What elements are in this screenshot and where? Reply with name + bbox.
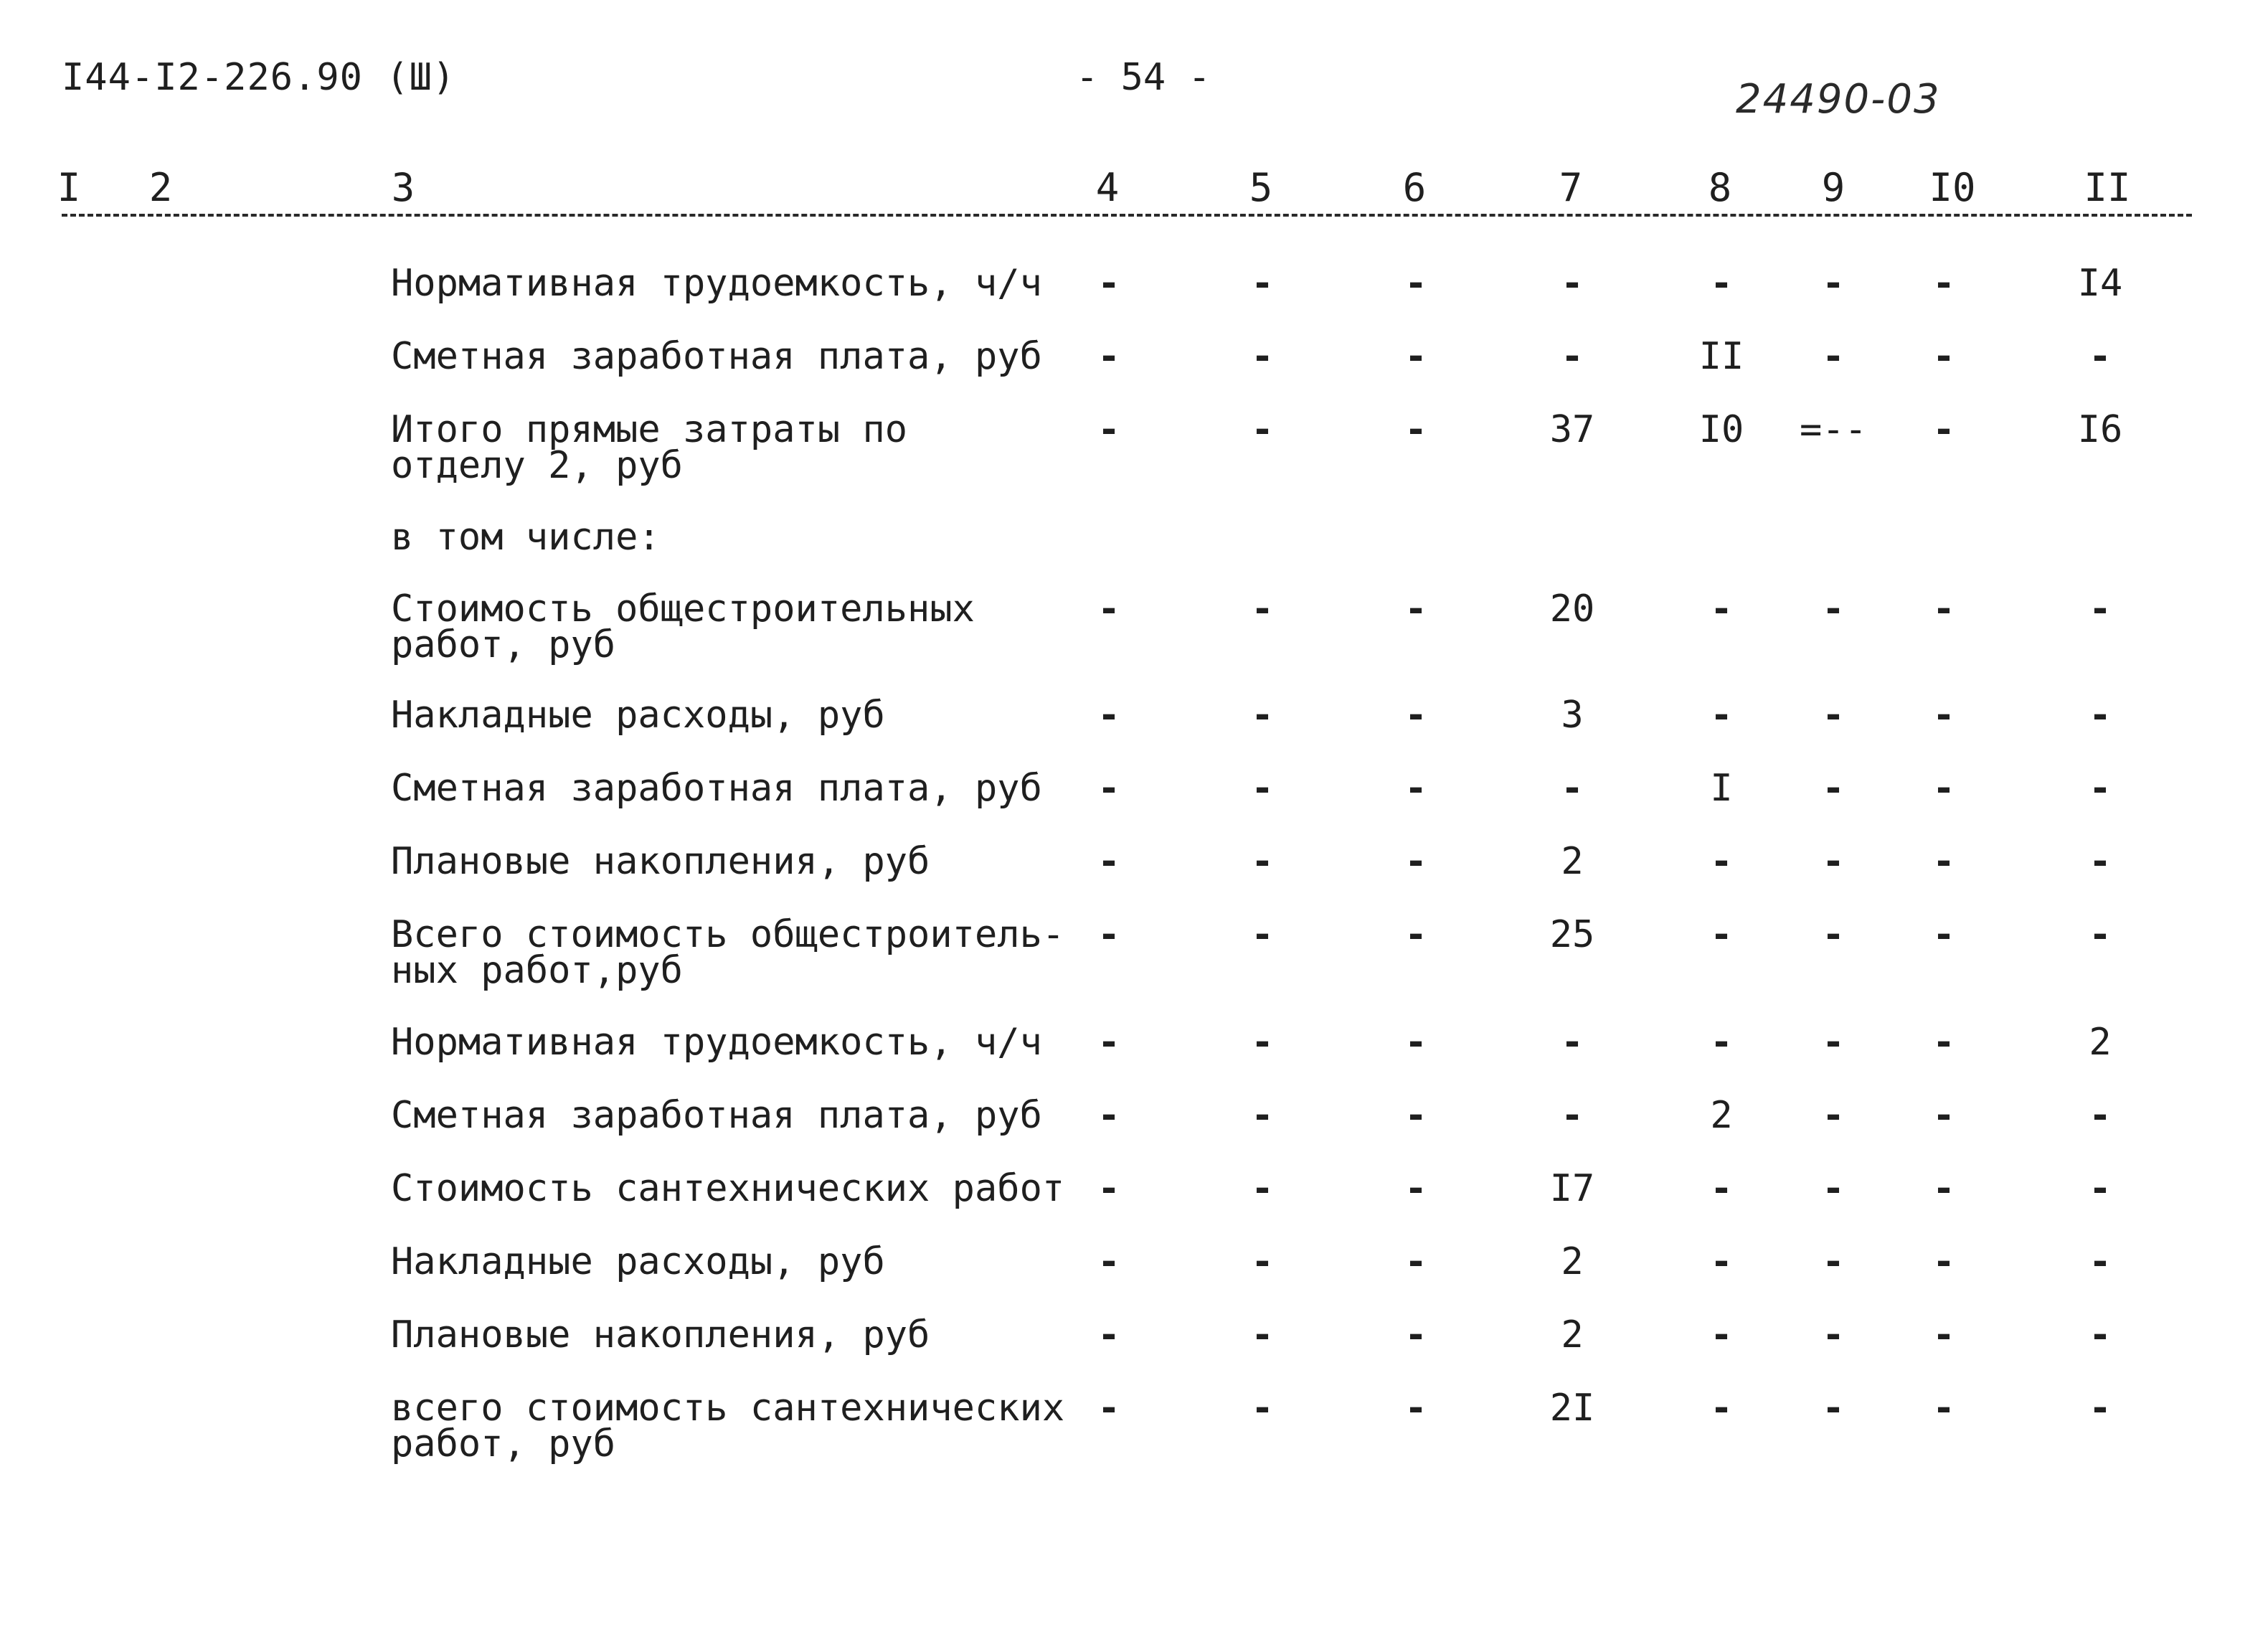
table-cell: - <box>1822 587 1845 631</box>
column-header-3: 3 <box>391 165 415 210</box>
table-cell: 3 <box>1561 694 1584 737</box>
table-cell: - <box>1097 840 1120 883</box>
table-cell: - <box>1097 262 1120 305</box>
table-cell: - <box>1932 840 1955 883</box>
table-cell: - <box>1404 408 1427 451</box>
table-cell: - <box>2089 1240 2112 1283</box>
table-cell: - <box>1404 767 1427 810</box>
table-cell: - <box>1822 1387 1845 1430</box>
table-cell: - <box>1932 1167 1955 1210</box>
table-cell: - <box>2089 767 2112 810</box>
table-cell: - <box>1822 767 1845 810</box>
row-label: Сметная заработная плата, руб <box>391 1094 1042 1137</box>
doc-code: I44-I2-226.90 (Ш) <box>62 56 456 99</box>
column-header-8: 8 <box>1708 165 1732 210</box>
page-number: - 54 - <box>1076 56 1211 99</box>
table-cell: - <box>1251 1167 1274 1210</box>
table-cell: - <box>1561 1021 1584 1064</box>
table-cell: - <box>1097 913 1120 956</box>
table-cell: - <box>1251 587 1274 631</box>
column-header-11: II <box>2084 165 2131 210</box>
table-cell: - <box>1710 1021 1733 1064</box>
row-label: Всего стоимость общестроитель- ных работ,руб <box>391 913 1065 992</box>
table-cell: - <box>2089 1313 2112 1356</box>
table-cell: - <box>1251 840 1274 883</box>
column-header-1: I <box>57 165 81 210</box>
row-label: в том числе: <box>391 516 661 559</box>
table-cell: - <box>1404 1021 1427 1064</box>
table-cell: II <box>1698 335 1744 378</box>
table-cell: - <box>1561 767 1584 810</box>
column-header-4: 4 <box>1095 165 1120 210</box>
table-cell: - <box>1251 1094 1274 1137</box>
table-cell: - <box>1932 767 1955 810</box>
table-cell: - <box>1932 408 1955 451</box>
table-cell: - <box>1822 840 1845 883</box>
table-cell: - <box>1097 408 1120 451</box>
table-cell: - <box>1251 1021 1274 1064</box>
row-label: Стоимость общестроительных работ, руб <box>391 587 975 666</box>
table-cell: - <box>1404 913 1427 956</box>
table-cell: - <box>1097 335 1120 378</box>
column-header-6: 6 <box>1402 165 1427 210</box>
table-cell: - <box>1097 1167 1120 1210</box>
table-cell: - <box>1822 1094 1845 1137</box>
table-cell: - <box>1710 1240 1733 1283</box>
table-cell: - <box>1404 262 1427 305</box>
table-cell: 37 <box>1549 408 1595 451</box>
table-cell: - <box>1932 1094 1955 1137</box>
table-cell: - <box>1404 335 1427 378</box>
table-cell: - <box>1251 1240 1274 1283</box>
table-cell: - <box>1932 1313 1955 1356</box>
table-cell: I6 <box>2077 408 2123 451</box>
table-cell: - <box>1097 1094 1120 1137</box>
table-cell: - <box>1710 840 1733 883</box>
table-cell: - <box>1822 913 1845 956</box>
table-cell: - <box>1251 1313 1274 1356</box>
table-cell: - <box>1710 1313 1733 1356</box>
table-cell: I4 <box>2077 262 2123 305</box>
table-cell: - <box>1710 262 1733 305</box>
table-cell: I7 <box>1549 1167 1595 1210</box>
column-header-7: 7 <box>1559 165 1583 210</box>
table-cell: - <box>1710 1167 1733 1210</box>
table-cell: 2 <box>1561 1313 1584 1356</box>
table-cell: =-- <box>1800 408 1867 451</box>
table-cell: 2I <box>1549 1387 1595 1430</box>
row-label: Сметная заработная плата, руб <box>391 335 1042 378</box>
table-cell: I <box>1710 767 1733 810</box>
table-cell: - <box>1561 335 1584 378</box>
table-cell: - <box>1932 587 1955 631</box>
row-label: Итого прямые затраты по отделу 2, руб <box>391 408 908 487</box>
table-cell: - <box>1251 1387 1274 1430</box>
table-cell: 2 <box>1561 840 1584 883</box>
table-cell: - <box>1710 1387 1733 1430</box>
table-cell: - <box>1404 694 1427 737</box>
column-header-10: I0 <box>1929 165 1976 210</box>
table-cell: - <box>1097 1387 1120 1430</box>
table-cell: - <box>1404 1240 1427 1283</box>
table-cell: - <box>1251 262 1274 305</box>
table-cell: - <box>1404 840 1427 883</box>
table-cell: - <box>2089 840 2112 883</box>
table-cell: - <box>1404 1387 1427 1430</box>
table-cell: - <box>1097 1313 1120 1356</box>
table-cell: 20 <box>1549 587 1595 631</box>
table-cell: 2 <box>1710 1094 1733 1137</box>
table-cell: - <box>1710 913 1733 956</box>
row-label: Накладные расходы, руб <box>391 1240 885 1283</box>
table-cell: - <box>1404 587 1427 631</box>
table-cell: - <box>1097 1240 1120 1283</box>
table-cell: - <box>1822 1313 1845 1356</box>
row-label: всего стоимость сантехнических работ, руб <box>391 1387 1065 1465</box>
table-cell: - <box>1404 1167 1427 1210</box>
table-cell: 25 <box>1549 913 1595 956</box>
table-cell: - <box>1932 1387 1955 1430</box>
table-cell: - <box>1097 587 1120 631</box>
table-cell: - <box>2089 587 2112 631</box>
table-cell: - <box>1932 1021 1955 1064</box>
table-cell: - <box>2089 1167 2112 1210</box>
table-cell: - <box>1932 335 1955 378</box>
table-cell: - <box>1932 262 1955 305</box>
table-cell: - <box>1404 1094 1427 1137</box>
row-label: Сметная заработная плата, руб <box>391 767 1042 810</box>
row-label: Нормативная трудоемкость, ч/ч <box>391 1021 1042 1064</box>
table-cell: - <box>1822 262 1845 305</box>
table-cell: - <box>2089 694 2112 737</box>
table-cell: - <box>2089 913 2112 956</box>
table-cell: - <box>1251 335 1274 378</box>
table-cell: - <box>1251 694 1274 737</box>
table-cell: - <box>1932 1240 1955 1283</box>
table-cell: - <box>1822 335 1845 378</box>
table-cell: - <box>1561 262 1584 305</box>
table-cell: - <box>1251 913 1274 956</box>
table-cell: - <box>2089 1094 2112 1137</box>
table-cell: - <box>1097 694 1120 737</box>
table-cell: - <box>1932 913 1955 956</box>
table-cell: - <box>1561 1094 1584 1137</box>
table-cell: - <box>1822 694 1845 737</box>
row-label: Плановые накопления, руб <box>391 840 930 883</box>
table-cell: - <box>1822 1240 1845 1283</box>
table-cell: - <box>1251 408 1274 451</box>
table-cell: 2 <box>2089 1021 2112 1064</box>
table-cell: - <box>1097 1021 1120 1064</box>
archive-number: 24490-03 <box>1736 76 1941 123</box>
row-label: Стоимость сантехнических работ <box>391 1167 1065 1210</box>
table-cell: - <box>1097 767 1120 810</box>
table-cell: - <box>1932 694 1955 737</box>
table-cell: - <box>1710 694 1733 737</box>
table-cell: 2 <box>1561 1240 1584 1283</box>
row-label: Нормативная трудоемкость, ч/ч <box>391 262 1042 305</box>
table-cell: - <box>2089 1387 2112 1430</box>
column-header-2: 2 <box>148 165 173 210</box>
table-cell: - <box>1251 767 1274 810</box>
table-cell: - <box>1822 1167 1845 1210</box>
column-header-5: 5 <box>1249 165 1273 210</box>
column-header-9: 9 <box>1821 165 1845 210</box>
table-cell: - <box>2089 335 2112 378</box>
table-cell: I0 <box>1698 408 1744 451</box>
row-label: Накладные расходы, руб <box>391 694 885 737</box>
row-label: Плановые накопления, руб <box>391 1313 930 1356</box>
table-cell: - <box>1404 1313 1427 1356</box>
table-cell: - <box>1822 1021 1845 1064</box>
table-cell: - <box>1710 587 1733 631</box>
